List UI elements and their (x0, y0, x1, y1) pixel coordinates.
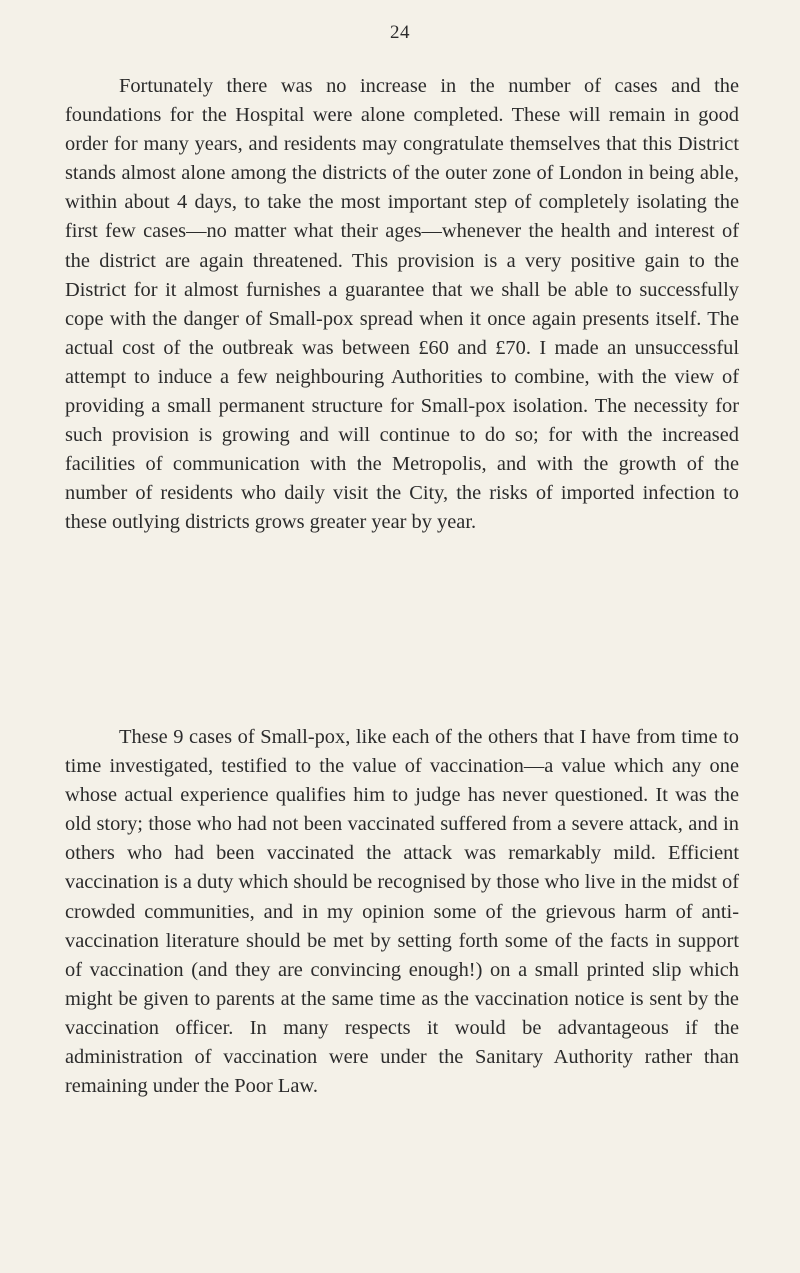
body-paragraph-isolation-hospital: Fortunately there was no increase in the number of cases and the foundations for the Hospital were alone completed. These will remain in good order for many years, and residents may congratulate themselves that this District stands almost alone among the districts of the outer zone of London in being able, within about 4 days, to take the most important step of completely isolating the first few cases—no matter what their ages—whenever the health and interest of the district are again threatened. This provision is a very positive gain to the District for it almost furnishes a guarantee that we shall be able to successfully cope with the danger of Small-pox spread when it once again presents itself. The actual cost of the outbreak was between £60 and £70. I made an unsuccessful attempt to induce a few neighbouring Authorities to combine, with the view of providing a small permanent structure for Small-pox isolation. The necessity for such provision is growing and will continue to do so; for with the increased facilities of communication with the Metropolis, and with the growth of the number of residents who daily visit the City, the risks of imported infection to these outlying districts grows greater year by year. (65, 75, 739, 534)
body-paragraph-vaccination: These 9 cases of Small-pox, like each of the others that I have from time to time investigated, testified to the value of vaccination—a value which any one whose actual experience qualifies him to judge has never questioned. It was the old story; those who had not been vaccinated suffered from a severe attack, and in others who had been vaccinated the attack was remarkably mild. Efficient vaccination is a duty which should be recognised by those who live in the midst of crowded communities, and in my opinion some of the grievous harm of anti-vaccination literature should be met by setting forth some of the facts in support of vaccination (and they are convincing enough!) on a small printed slip which might be given to parents at the same time as the vaccination notice is sent by the vaccination officer. In many respects it would be advantageous if the administration of vaccination were under the Sanitary Authority rather than remaining under the Poor Law. (65, 726, 739, 1098)
page-number: 24 (390, 22, 410, 43)
